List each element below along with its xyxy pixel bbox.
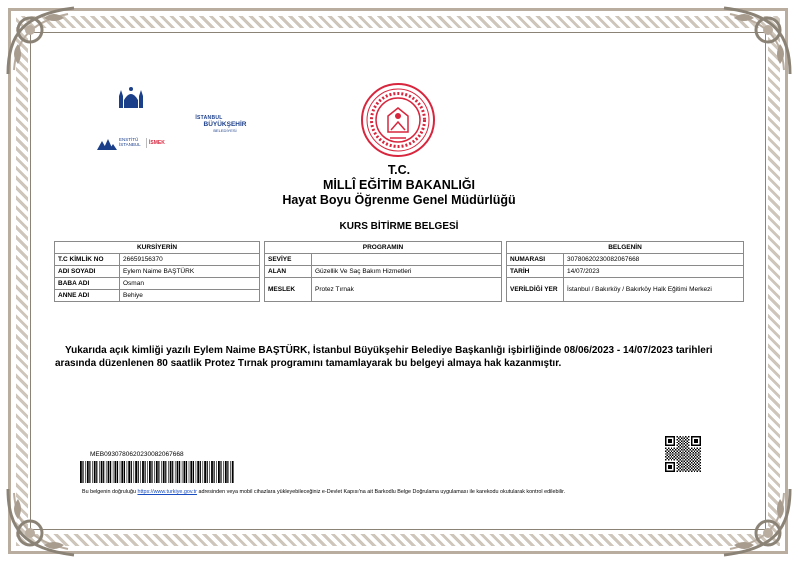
ibb-logo-line2: BÜYÜKŞEHİR: [203, 121, 247, 128]
field-value: 14/07/2023: [564, 266, 744, 278]
field-value: 26659156370: [120, 254, 260, 266]
trainee-caption: KURSİYERİN: [55, 242, 260, 254]
table-row: [265, 278, 502, 302]
barcode-icon: [80, 461, 236, 483]
footer-suffix: adresinden veya mobil cihazlara yükleyebileceğiniz e-Devlet Kapısı'na ait Barkodlu Belge Doğrulama uygulaması ile karekodu okutularak kontrol edilebilir.: [198, 489, 566, 495]
ibb-logo-line3: BELEDİYESİ: [213, 128, 237, 133]
corner-ornament-icon: [4, 4, 78, 78]
ismek-label: İSMEK: [149, 140, 165, 146]
table-row: [507, 254, 744, 266]
turkiye-gov-link[interactable]: https://www.turkiye.gov.tr: [137, 489, 197, 495]
verification-note: [82, 489, 722, 495]
field-label: ALAN: [265, 266, 312, 278]
table-row: [265, 266, 502, 278]
qr-code-icon: [665, 436, 701, 472]
field-label: MESLEK: [265, 278, 312, 302]
field-label: SEVİYE: [265, 254, 312, 266]
field-label: ADI SOYADI: [55, 266, 120, 278]
table-row: [265, 254, 502, 266]
enstitu-line1: ENSTİTÜ: [119, 137, 139, 142]
field-value: 30780620230082067668: [564, 254, 744, 266]
corner-ornament-icon: [720, 4, 794, 78]
barcode-number: MEB09307806202300820676​68: [90, 451, 184, 458]
document-info-table: [506, 241, 744, 302]
certificate-statement: Yukarıda açık kimliği yazılı Eylem Naime BAŞTÜRK, İstanbul Büyükşehir Belediye Başkanlığı işbirliğinde 08/06/2023 - 14/07/2023 tarihleri arasında düzenlenen 80 saatlik Protez Tırnak programını tamamlayarak bu belgeyi almaya hak kazanmıştır.: [55, 345, 713, 369]
document-title: KURS BİTİRME BELGESİ: [339, 221, 459, 232]
field-label: ANNE ADI: [55, 290, 120, 302]
table-row: [55, 278, 260, 290]
field-value: Eylem Naime BAŞTÜRK: [120, 266, 260, 278]
table-row: [55, 266, 260, 278]
meb-seal-icon: [360, 82, 436, 158]
corner-ornament-icon: [720, 485, 794, 559]
field-label: T.C KİMLİK NO: [55, 254, 120, 266]
table-row: [507, 278, 744, 302]
ibb-logo-line1: İSTANBUL: [195, 115, 223, 121]
document-caption: BELGENİN: [507, 242, 744, 254]
trainee-info-table: [54, 241, 260, 302]
table-row: [55, 254, 260, 266]
table-row: [507, 266, 744, 278]
field-label: NUMARASI: [507, 254, 564, 266]
field-value: Behiye: [120, 290, 260, 302]
field-value: İstanbul / Bakırköy / Bakırköy Halk Eğitimi Merkezi: [564, 278, 744, 302]
heading-ministry: MİLLÎ EĞİTİM BAKANLIĞI: [322, 178, 476, 192]
field-label: TARİH: [507, 266, 564, 278]
field-value: Güzellik Ve Saç Bakım Hizmetleri: [312, 266, 502, 278]
heading-tc: T.C.: [387, 163, 411, 177]
heading-directorate: Hayat Boyu Öğrenme Genel Müdürlüğü: [282, 193, 516, 207]
logo-separator: [146, 138, 147, 148]
enstitu-line2: İSTANBUL: [119, 142, 141, 147]
footer-prefix: Bu belgenin doğruluğu: [82, 489, 136, 495]
field-value: Osman: [120, 278, 260, 290]
program-caption: PROGRAMIN: [265, 242, 502, 254]
ibb-logo: [106, 82, 247, 133]
program-info-table: [264, 241, 502, 302]
enstitu-icon: [97, 138, 117, 150]
mosque-icon: [116, 82, 146, 110]
enstitu-ismek-logo: [97, 137, 177, 151]
corner-ornament-icon: [4, 485, 78, 559]
field-value: [312, 254, 502, 266]
field-label: VERİLDİĞİ YER: [507, 278, 564, 302]
field-value: Protez Tırnak: [312, 278, 502, 302]
table-row: [55, 290, 260, 302]
field-label: BABA ADI: [55, 278, 120, 290]
